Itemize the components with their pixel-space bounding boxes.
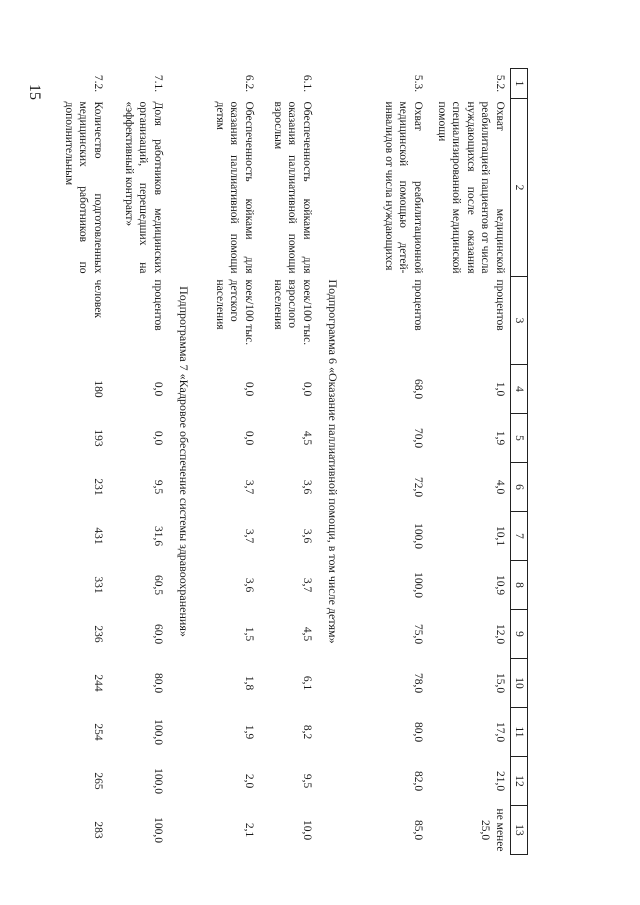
header-cell: 9 xyxy=(510,610,527,659)
row-number: 6.1. xyxy=(300,74,313,93)
value-cell: 78,0 xyxy=(411,672,424,694)
unit: процентов xyxy=(151,279,164,331)
value-cell: 21,0 xyxy=(493,770,506,792)
value-cell: 80,0 xyxy=(151,672,164,694)
table-row xyxy=(259,69,317,855)
value-cell: 9,5 xyxy=(300,773,313,789)
header-cell: 4 xyxy=(510,365,527,414)
row-number: 7.2. xyxy=(91,74,104,93)
row-number: 7.1. xyxy=(151,74,164,93)
value-cell: 9,5 xyxy=(151,479,164,495)
indicators-table xyxy=(52,68,528,855)
value-cell: 3,7 xyxy=(242,479,255,495)
indicator-name: Обеспеченность койками для оказания паллиативной помощи взрослым xyxy=(271,101,313,274)
unit: коек/100 тыс. детского населения xyxy=(213,279,255,346)
value-cell: 254 xyxy=(91,723,104,741)
value-cell: 4,5 xyxy=(300,430,313,446)
value-cell: 100,0 xyxy=(151,817,164,843)
value-cell: 100,0 xyxy=(411,523,424,549)
value-cell: 0,0 xyxy=(300,381,313,397)
header-row xyxy=(510,69,527,855)
value-cell: 3,6 xyxy=(300,479,313,495)
value-cell: 1,0 xyxy=(493,381,506,397)
header-cell: 2 xyxy=(510,99,527,277)
value-cell: 60,5 xyxy=(151,574,164,596)
value-cell: 100,0 xyxy=(151,719,164,745)
value-cell: 3,6 xyxy=(242,577,255,593)
value-cell: 100,0 xyxy=(151,768,164,794)
header-cell: 5 xyxy=(510,414,527,463)
header-cell: 11 xyxy=(510,708,527,757)
table-row xyxy=(199,69,259,855)
value-cell: 1,5 xyxy=(242,626,255,642)
row-number: 5.3. xyxy=(411,74,424,93)
value-cell: 3,7 xyxy=(300,577,313,593)
table-row xyxy=(348,69,428,855)
value-cell: 10,1 xyxy=(493,525,506,547)
value-cell: 85,0 xyxy=(411,819,424,841)
header-cell: 6 xyxy=(510,463,527,512)
header-cell: 3 xyxy=(510,277,527,365)
row-number: 6.2. xyxy=(242,74,255,93)
value-cell: 80,0 xyxy=(411,721,424,743)
row-number: 5.2. xyxy=(493,74,506,93)
value-cell: 244 xyxy=(91,674,104,692)
indicator-name: Количество подготовленных медицинских работников по дополнительным xyxy=(62,101,104,274)
value-cell: 12,0 xyxy=(493,623,506,645)
value-cell: 10,0 xyxy=(300,819,313,841)
subprogram-6-title: Подпрограмма 6 «Оказание паллиативной помощи, в том числе детям» xyxy=(325,279,340,644)
header-cell: 13 xyxy=(510,806,527,855)
subprogram-7-title: Подпрограмма 7 «Кадровое обеспечение системы здравоохранения» xyxy=(176,286,191,637)
value-cell: 0,0 xyxy=(151,381,164,397)
table-row xyxy=(108,69,168,855)
indicator-name: Доля работников медицинских организаций, перешедших на «эффективный контракт» xyxy=(122,101,164,274)
value-cell: 68,0 xyxy=(411,378,424,400)
header-cell: 12 xyxy=(510,757,527,806)
value-cell: 3,6 xyxy=(300,528,313,544)
value-cell: 236 xyxy=(91,625,104,643)
value-cell: 180 xyxy=(91,380,104,398)
value-cell: 75,0 xyxy=(411,623,424,645)
table-row xyxy=(52,69,108,855)
indicator-name: Охват медицинской реабилитацией пациентов от числа нуждающихся после оказания специализированной медицинской помощи xyxy=(436,101,506,274)
unit: коек/100 тыс. взрослого населения xyxy=(271,279,313,346)
value-cell: 60,0 xyxy=(151,623,164,645)
subprogram-heading-row xyxy=(168,69,199,855)
value-cell: 15,0 xyxy=(493,672,506,694)
value-cell: 10,9 xyxy=(493,574,506,596)
value-cell: 3,7 xyxy=(242,528,255,544)
value-cell: 72,0 xyxy=(411,476,424,498)
value-cell: 0,0 xyxy=(151,430,164,446)
value-cell: 331 xyxy=(91,576,104,594)
value-cell: 2,1 xyxy=(242,822,255,838)
value-cell: 31,6 xyxy=(151,525,164,547)
value-cell: 431 xyxy=(91,527,104,545)
value-cell: 6,1 xyxy=(300,675,313,691)
value-cell: 2,0 xyxy=(242,773,255,789)
value-cell: 231 xyxy=(91,478,104,496)
value-cell: 8,2 xyxy=(300,724,313,740)
page-number: 15 xyxy=(26,84,43,100)
value-cell: не менее 25,0 xyxy=(479,808,506,852)
value-cell: 283 xyxy=(91,821,104,839)
value-cell: 17,0 xyxy=(493,721,506,743)
indicator-name: Обеспеченность койками для оказания паллиативной помощи детям xyxy=(213,101,255,274)
header-cell: 1 xyxy=(510,69,527,99)
value-cell: 193 xyxy=(91,429,104,447)
subprogram-heading-row xyxy=(317,69,348,855)
value-cell: 4,5 xyxy=(300,626,313,642)
unit: процентов xyxy=(493,279,506,331)
value-cell: 265 xyxy=(91,772,104,790)
rotated-table-container xyxy=(62,68,528,854)
value-cell: 0,0 xyxy=(242,381,255,397)
value-cell: 1,9 xyxy=(493,430,506,446)
value-cell: 1,9 xyxy=(242,724,255,740)
header-cell: 8 xyxy=(510,561,527,610)
header-cell: 7 xyxy=(510,512,527,561)
header-cell: 10 xyxy=(510,659,527,708)
indicator-name: Охват реабилитационной медицинской помощью детей-инвалидов от числа нуждающихся xyxy=(382,101,424,274)
value-cell: 0,0 xyxy=(242,430,255,446)
value-cell: 1,8 xyxy=(242,675,255,691)
value-cell: 4,0 xyxy=(493,479,506,495)
unit: процентов xyxy=(411,279,424,331)
value-cell: 70,0 xyxy=(411,427,424,449)
unit: человек xyxy=(91,279,104,318)
table-row xyxy=(428,69,511,855)
value-cell: 82,0 xyxy=(411,770,424,792)
value-cell: 100,0 xyxy=(411,572,424,598)
